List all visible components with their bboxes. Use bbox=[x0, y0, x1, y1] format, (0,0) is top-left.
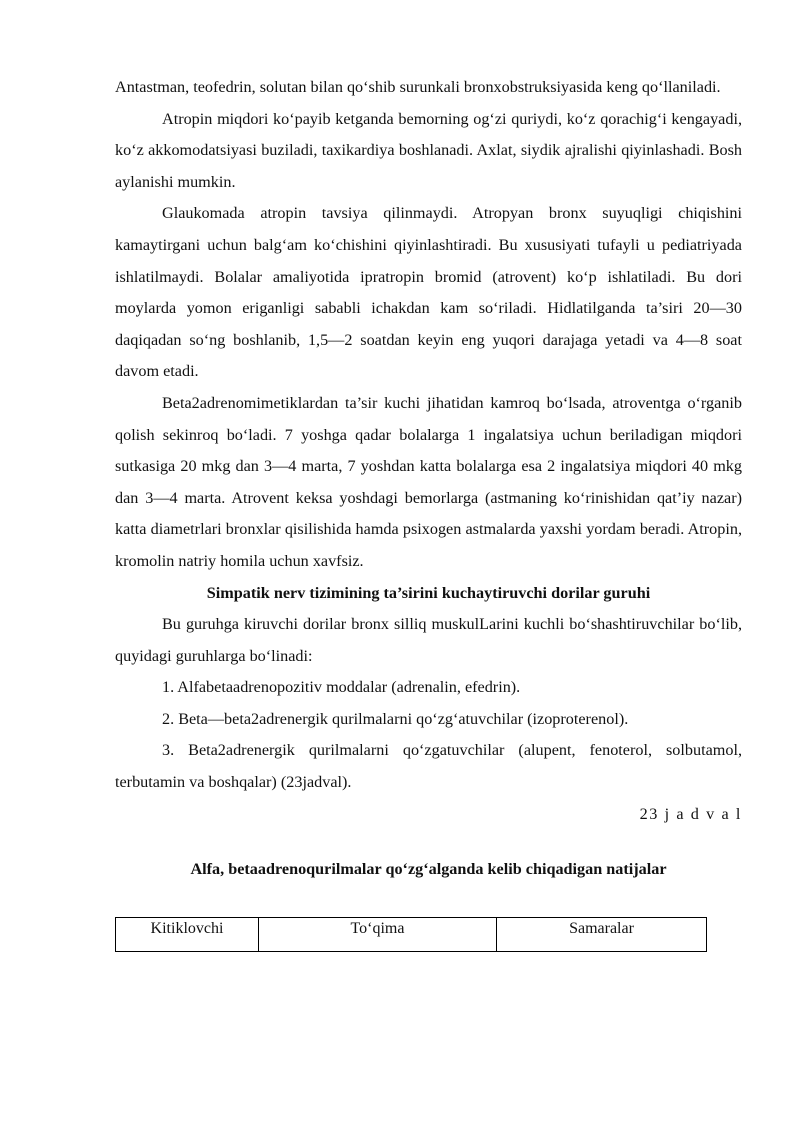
table-header-row bbox=[116, 917, 707, 951]
table-header-cell: Kitiklovchi bbox=[116, 917, 259, 951]
table-header-cell: To‘qima bbox=[259, 917, 497, 951]
section-intro: Bu guruhga kiruvchi dorilar bronx silliq muskulLarini kuchli bo‘shashtiruvchilar bo‘lib, quyidagi guruhlarga bo‘linadi: bbox=[115, 615, 742, 665]
paragraph-4: Beta2adrenomimetiklardan ta’sir kuchi jihatidan kamroq bo‘lsada, atroventga o‘rganib qolish sekinroq bo‘ladi. 7 yoshga qadar bolalarga 1 ingalatsiya uchun beriladigan miqdori sutkasiga 20 mkg dan 3—4 marta, 7 yoshdan katta bolalarga esa 2 ingalatsiya miqdori 40 mkg dan 3—4 marta. Atrovent keksa yoshdagi bemorlarga (astmaning ko‘rinishidan qat’iy nazar) katta diametrlari bronxlar qisilishida hamda psixogen astmalarda yaxshi yordam beradi. Atropin, kromolin natriy homila uchun xavfsiz. bbox=[115, 393, 742, 570]
document-page bbox=[115, 72, 742, 952]
paragraph-3: Glaukomada atropin tavsiya qilinmaydi. Atropyan bronx suyuqligi chiqishini kamaytirgani uchun balg‘am ko‘chishini qiyinlashtiradi. Bu xususiyati tufayli u pediatriyada ishlatilmaydi. Bolalar amaliyotida ipratropin bromid (atrovent) ko‘p ishlatiladi. Bu dori moylarda yomon eriganligi sababli ichakdan kam so‘riladi. Hidlatilganda ta’siri 20—30 daqiqadan so‘ng boshlanib, 1,5—2 soatdan keyin eng yuqori darajaga yetadi va 4—8 soat davom etadi. bbox=[115, 204, 742, 381]
paragraph-1: Antastman, teofedrin, solutan bilan qo‘shib surunkali bronxobstruksiyasida keng qo‘llaniladi. bbox=[115, 78, 721, 96]
table-header-cell: Samaralar bbox=[497, 917, 707, 951]
list-item-2: 2. Beta—beta2adrenergik qurilmalarni qo‘zg‘atuvchilar (izoproterenol). bbox=[162, 709, 629, 728]
list-item-1: 1. Alfabetaadrenopozitiv moddalar (adrenalin, efedrin). bbox=[162, 678, 521, 697]
section-heading: Simpatik nerv tizimining ta’sirini kuchaytiruvchi dorilar guruhi bbox=[206, 583, 651, 602]
paragraph-2: Atropin miqdori ko‘payib ketganda bemorning og‘zi quriydi, ko‘z qorachig‘i kengayadi, ko‘z akkomodatsiyasi buziladi, taxikardiya boshlanadi. Axlat, siydik ajralishi qiyinlashadi. Bosh aylanishi mumkin. bbox=[115, 109, 742, 191]
list-item-3: 3. Beta2adrenergik qurilmalarni qo‘zgatuvchilar (alupent, fenoterol, solbutamol, terbutamin va boshqalar) (23jadval). bbox=[115, 741, 742, 792]
results-table bbox=[115, 917, 707, 952]
table-title: Alfa, betaadrenoqurilmalar qo‘zg‘alganda kelib chiqadigan natijalar bbox=[190, 860, 667, 879]
table-label: 23 j a d v a l bbox=[639, 804, 742, 823]
